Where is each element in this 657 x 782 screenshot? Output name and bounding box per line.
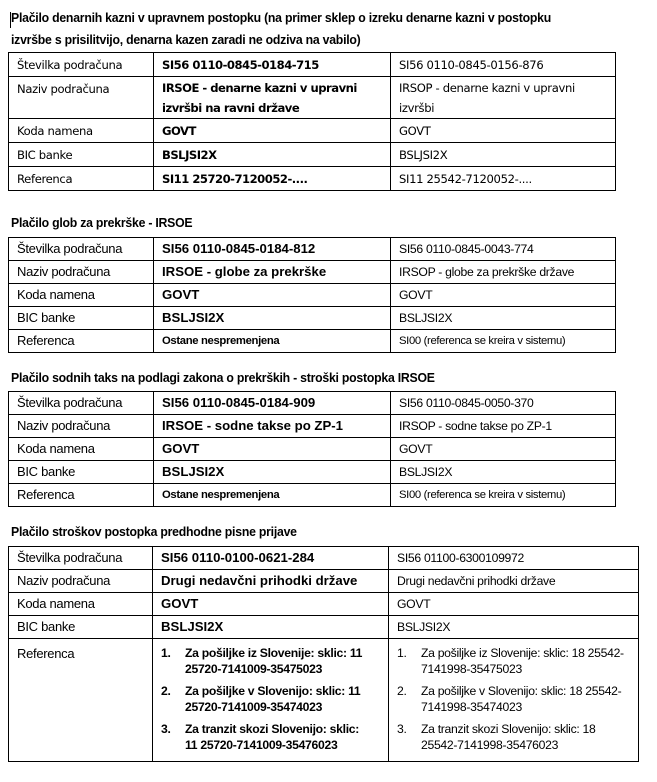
table-row — [9, 167, 616, 191]
alt-account-value: SI00 (referenca se kreira v sistemu) — [391, 484, 616, 507]
row-label: BIC banke — [9, 143, 154, 167]
row-label: Številka podračuna — [9, 53, 154, 77]
table-row — [9, 238, 616, 261]
table-row — [9, 616, 639, 639]
row-label: Koda namena — [9, 593, 153, 616]
alt-reference-list-cell — [389, 639, 639, 762]
reference-item — [397, 645, 630, 677]
main-account-value: SI56 0110-0845-0184-812 — [154, 238, 391, 261]
reference-text: Za pošiljke iz Slovenije: sklic: 18 25542-7141998-35475023 — [421, 646, 624, 676]
section-title-administrative-fines — [11, 7, 551, 51]
row-label: Naziv podračuna — [9, 261, 154, 284]
section-title-court-fees: Plačilo sodnih taks na podlagi zakona o prekrških - stroški postopka IRSOE — [11, 370, 435, 385]
main-account-value: BSLJSI2X — [154, 461, 391, 484]
row-label: Naziv podračuna — [9, 77, 154, 119]
reference-item — [397, 683, 630, 715]
list-number: 2. — [397, 684, 407, 698]
main-account-value: IRSOE - denarne kazni v upravni izvršbi na ravni države — [154, 77, 391, 119]
reference-text: Za tranzit skozi Slovenijo: sklic: 18 25542-7141998-35476023 — [421, 722, 596, 752]
main-account-value: IRSOE - globe za prekrške — [154, 261, 391, 284]
alt-account-value: SI56 0110-0845-0050-370 — [391, 392, 616, 415]
table-row — [9, 415, 616, 438]
main-account-value: GOVT — [154, 284, 391, 307]
section-title-line-1: Plačilo denarnih kazni v upravnem postopku (na primer sklep o izreku denarne kazni v postopku — [11, 10, 551, 25]
row-label: BIC banke — [9, 616, 153, 639]
row-label: Referenca — [9, 639, 153, 762]
row-label: Referenca — [9, 167, 154, 191]
reference-item — [161, 721, 380, 753]
reference-item — [161, 683, 380, 715]
table-row — [9, 143, 616, 167]
table-row — [9, 570, 639, 593]
alt-reference-list — [397, 645, 630, 753]
table-row — [9, 307, 616, 330]
alt-account-value: SI56 0110-0845-0043-774 — [391, 238, 616, 261]
alt-account-value: BSLJSI2X — [391, 143, 616, 167]
table-row — [9, 77, 616, 119]
main-account-value: IRSOE - sodne takse po ZP-1 — [154, 415, 391, 438]
alt-account-value: GOVT — [389, 593, 639, 616]
reference-text: Za pošiljke iz Slovenije: sklic: 11 25720-7141009-35475023 — [185, 646, 363, 676]
main-account-value: SI56 0110-0845-0184-909 — [154, 392, 391, 415]
main-reference-list-cell — [153, 639, 389, 762]
table-row — [9, 392, 616, 415]
table-row — [9, 438, 616, 461]
alt-account-value: SI56 0110-0845-0156-876 — [391, 53, 616, 77]
alt-account-value: BSLJSI2X — [391, 307, 616, 330]
main-account-value: BSLJSI2X — [153, 616, 389, 639]
payment-table-fines-offences — [8, 237, 616, 353]
table-row — [9, 330, 616, 353]
section-title-preliminary-declaration-costs: Plačilo stroškov postopka predhodne pisne prijave — [11, 524, 297, 539]
list-number: 3. — [397, 722, 407, 736]
section-title-fines-offences: Plačilo glob za prekrške - IRSOE — [11, 215, 193, 230]
main-account-value: SI56 0110-0845-0184-715 — [154, 53, 391, 77]
alt-account-value: GOVT — [391, 438, 616, 461]
reference-text: Za tranzit skozi Slovenijo: sklic: 11 25720-7141009-35476023 — [185, 722, 360, 752]
alt-account-value: GOVT — [391, 119, 616, 143]
main-account-value: BSLJSI2X — [154, 307, 391, 330]
row-label: Naziv podračuna — [9, 415, 154, 438]
payment-table-administrative-fines — [8, 52, 616, 191]
row-label: Koda namena — [9, 119, 154, 143]
alt-account-value: GOVT — [391, 284, 616, 307]
main-account-value: SI56 0110-0100-0621-284 — [153, 547, 389, 570]
table-row — [9, 547, 639, 570]
list-number: 1. — [161, 646, 171, 660]
alt-account-value: Drugi nedavčni prihodki države — [389, 570, 639, 593]
list-number: 2. — [161, 684, 171, 698]
main-account-value: GOVT — [154, 119, 391, 143]
table-row — [9, 484, 616, 507]
payment-table-court-fees — [8, 391, 616, 507]
payment-table-preliminary-declaration-costs — [8, 546, 639, 762]
main-account-value: BSLJSI2X — [154, 143, 391, 167]
main-reference-list — [161, 645, 380, 753]
row-label: Številka podračuna — [9, 392, 154, 415]
table-row — [9, 261, 616, 284]
reference-text: Za pošiljke v Slovenijo: sklic: 18 25542-7141998-35474023 — [421, 684, 622, 714]
alt-account-value: SI00 (referenca se kreira v sistemu) — [391, 330, 616, 353]
alt-account-value: SI56 01100-6300109972 — [389, 547, 639, 570]
alt-account-value: IRSOP - denarne kazni v upravni izvršbi — [391, 77, 616, 119]
row-label: Koda namena — [9, 438, 154, 461]
reference-item — [397, 721, 630, 753]
main-account-value: GOVT — [154, 438, 391, 461]
list-number: 3. — [161, 722, 171, 736]
main-account-value: GOVT — [153, 593, 389, 616]
main-account-value: SI11 25720-7120052-.... — [154, 167, 391, 191]
row-label: Referenca — [9, 484, 154, 507]
table-row — [9, 461, 616, 484]
table-row-reference — [9, 639, 639, 762]
alt-account-value: IRSOP - globe za prekrške države — [391, 261, 616, 284]
row-label: Številka podračuna — [9, 547, 153, 570]
main-account-value: Ostane nespremenjena — [154, 330, 391, 353]
reference-item — [161, 645, 380, 677]
list-number: 1. — [397, 646, 407, 660]
row-label: BIC banke — [9, 307, 154, 330]
section-title-line-2: izvršbe s prisilitvijo, denarna kazen zaradi ne odziva na vabilo) — [11, 32, 361, 47]
table-row — [9, 53, 616, 77]
table-row — [9, 119, 616, 143]
table-row — [9, 284, 616, 307]
row-label: Naziv podračuna — [9, 570, 153, 593]
row-label: Številka podračuna — [9, 238, 154, 261]
row-label: Referenca — [9, 330, 154, 353]
row-label: BIC banke — [9, 461, 154, 484]
main-account-value: Drugi nedavčni prihodki države — [153, 570, 389, 593]
alt-account-value: BSLJSI2X — [391, 461, 616, 484]
alt-account-value: BSLJSI2X — [389, 616, 639, 639]
row-label: Koda namena — [9, 284, 154, 307]
table-row — [9, 593, 639, 616]
alt-account-value: SI11 25542-7120052-.... — [391, 167, 616, 191]
main-account-value: Ostane nespremenjena — [154, 484, 391, 507]
alt-account-value: IRSOP - sodne takse po ZP-1 — [391, 415, 616, 438]
reference-text: Za pošiljke v Slovenijo: sklic: 11 25720-7141009-35474023 — [185, 684, 361, 714]
